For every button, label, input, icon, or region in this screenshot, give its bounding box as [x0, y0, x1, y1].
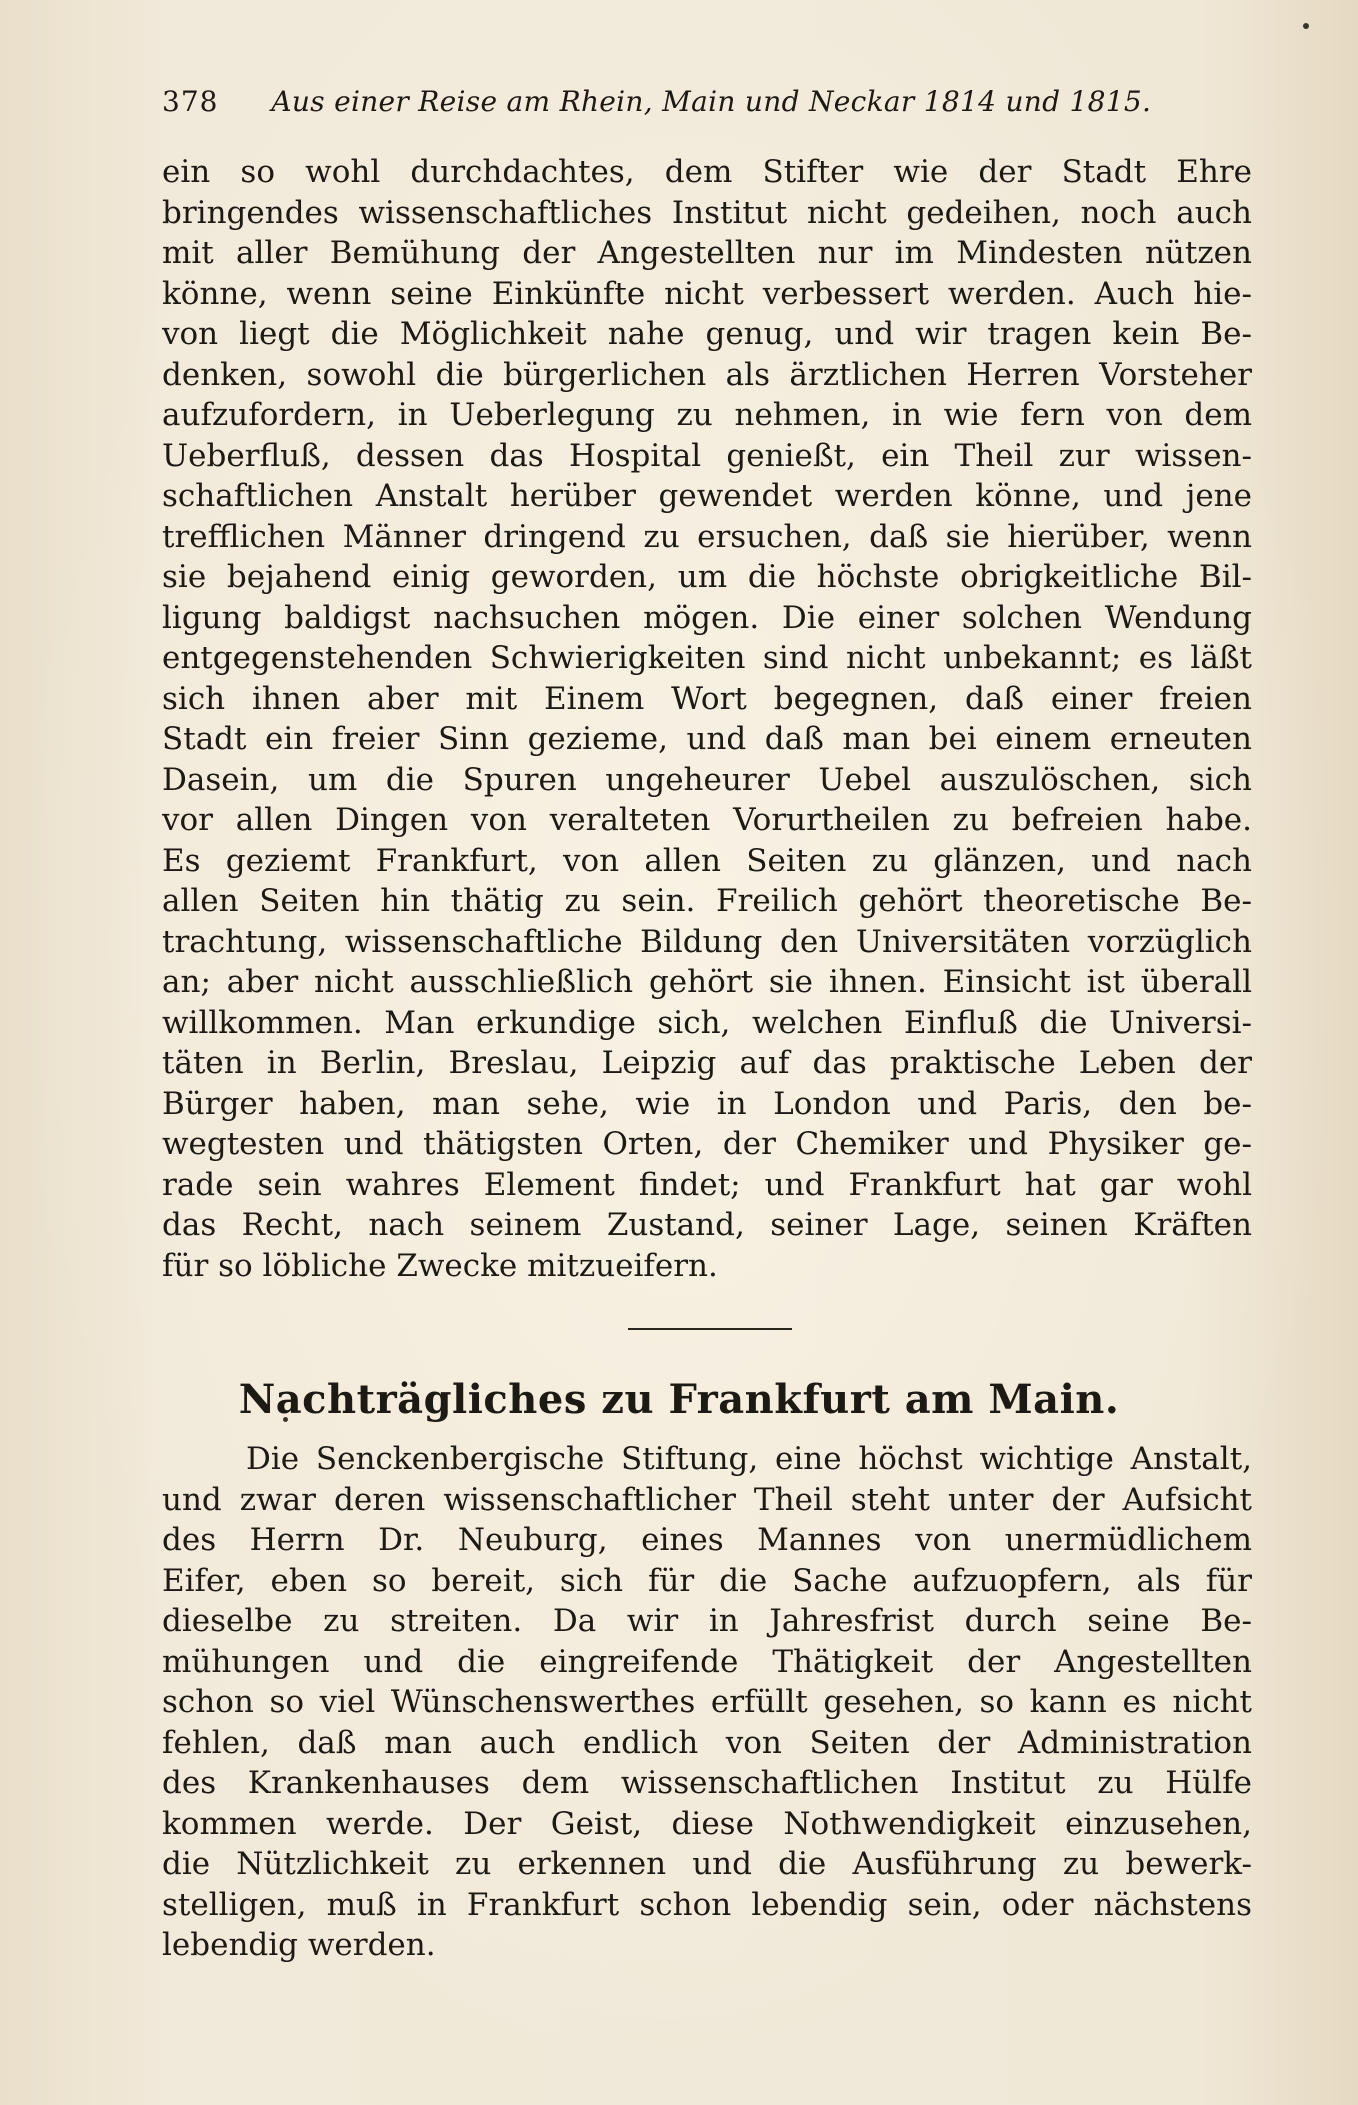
text-line: fehlen, daß man auch endlich von Seiten der Administration: [162, 1724, 1252, 1761]
page-number: 378: [162, 85, 219, 118]
text-line: bringendes wissenschaftliches Institut nicht gedeihen, noch auch: [162, 194, 1252, 231]
text-line: Bürger haben, man sehe, wie in London und Paris, den be-: [162, 1085, 1252, 1122]
text-line: schon so viel Wünschenswerthes erfüllt gesehen, so kann es nicht: [162, 1684, 1252, 1720]
text-line: Eifer, eben so bereit, sich für die Sache aufzuopfern, als für: [162, 1562, 1252, 1599]
text-line: ein so wohl durchdachtes, dem Stifter wie der Stadt Ehre: [162, 154, 1252, 190]
text-line: allen Seiten hin thätig zu sein. Freilich gehört theoretische Be-: [162, 883, 1252, 919]
text-line: Es geziemt Frankfurt, von allen Seiten zu glänzen, und nach: [162, 842, 1252, 879]
text-line: sich ihnen aber mit Einem Wort begegnen, daß einer freien: [162, 680, 1252, 717]
text-line: an; aber nicht ausschließlich gehört sie ihnen. Einsicht ist überall: [162, 964, 1252, 1000]
text-line: mit aller Bemühung der Angestellten nur im Mindesten nützen: [162, 235, 1252, 271]
text-line: sie bejahend einig geworden, um die höchste obrigkeitliche Bil-: [162, 559, 1252, 595]
text-line: das Recht, nach seinem Zustand, seiner Lage, seinen Kräften: [162, 1207, 1252, 1243]
section-divider: [628, 1328, 792, 1330]
text-line: könne, wenn seine Einkünfte nicht verbessert werden. Auch hie-: [162, 275, 1252, 312]
text-line: stelligen, muß in Frankfurt schon lebendig sein, oder nächstens: [162, 1886, 1252, 1923]
text-line: willkommen. Man erkundige sich, welchen Einfluß die Universi-: [162, 1004, 1252, 1041]
paragraph-continued: [162, 152, 1252, 1286]
text-line: dieselbe zu streiten. Da wir in Jahresfrist durch seine Be-: [162, 1603, 1252, 1639]
text-line: von liegt die Möglichkeit nahe genug, und wir tragen kein Be-: [162, 316, 1252, 352]
text-line: trachtung, wissenschaftliche Bildung den Universitäten vorzüglich: [162, 923, 1252, 960]
text-line: und zwar deren wissenschaftlicher Theil steht unter der Aufsicht: [162, 1481, 1252, 1518]
text-line: rade sein wahres Element findet; und Frankfurt hat gar wohl: [162, 1166, 1252, 1203]
text-line: mühungen und die eingreifende Thätigkeit der Angestellten: [162, 1643, 1252, 1680]
text-line: entgegenstehenden Schwierigkeiten sind nicht unbekannt; es läßt: [162, 640, 1252, 676]
text-line: denken, sowohl die bürgerlichen als ärztlichen Herren Vorsteher: [162, 356, 1252, 393]
text-line: für so löbliche Zwecke mitzueifern.: [162, 1247, 718, 1284]
text-line: Die Senckenbergische Stiftung, eine höchst wichtige Anstalt,: [246, 1441, 1252, 1477]
text-line: ligung baldigst nachsuchen mögen. Die einer solchen Wendung: [162, 599, 1252, 636]
running-title: Aus einer Reise am Rhein, Main und Neckar 1814 und 1815.: [271, 85, 1152, 118]
text-line: wegtesten und thätigsten Orten, der Chemiker und Physiker ge-: [162, 1126, 1252, 1162]
text-line: kommen werde. Der Geist, diese Nothwendigkeit einzusehen,: [162, 1805, 1252, 1842]
text-line: des Herrn Dr. Neuburg, eines Mannes von unermüdlichem: [162, 1522, 1252, 1558]
text-line: lebendig werden.: [162, 1927, 436, 1963]
text-line: Stadt ein freier Sinn gezieme, und daß man bei einem erneuten: [162, 721, 1252, 757]
section-heading: Nachträgliches zu Frankfurt am Main.: [238, 1376, 1120, 1423]
text-line: schaftlichen Anstalt herüber gewendet werden könne, und jene: [162, 478, 1252, 514]
text-line: des Krankenhauses dem wissenschaftlichen Institut zu Hülfe: [162, 1765, 1252, 1801]
text-line: Ueberfluß, dessen das Hospital genießt, ein Theil zur wissen-: [162, 437, 1252, 474]
text-line: Dasein, um die Spuren ungeheurer Uebel auszulöschen, sich: [162, 761, 1252, 798]
text-line: vor allen Dingen von veralteten Vorurtheilen zu befreien habe.: [162, 802, 1252, 838]
text-line: die Nützlichkeit zu erkennen und die Ausführung zu bewerk-: [162, 1846, 1252, 1882]
text-line: täten in Berlin, Breslau, Leipzig auf das praktische Leben der: [162, 1045, 1252, 1081]
page-header: [162, 82, 1262, 122]
text-line: aufzufordern, in Ueberlegung zu nehmen, in wie fern von dem: [162, 397, 1252, 433]
ink-speck: [1303, 23, 1309, 29]
text-line: trefflichen Männer dringend zu ersuchen, daß sie hierüber, wenn: [162, 518, 1252, 555]
section-paragraph: [162, 1439, 1252, 1966]
